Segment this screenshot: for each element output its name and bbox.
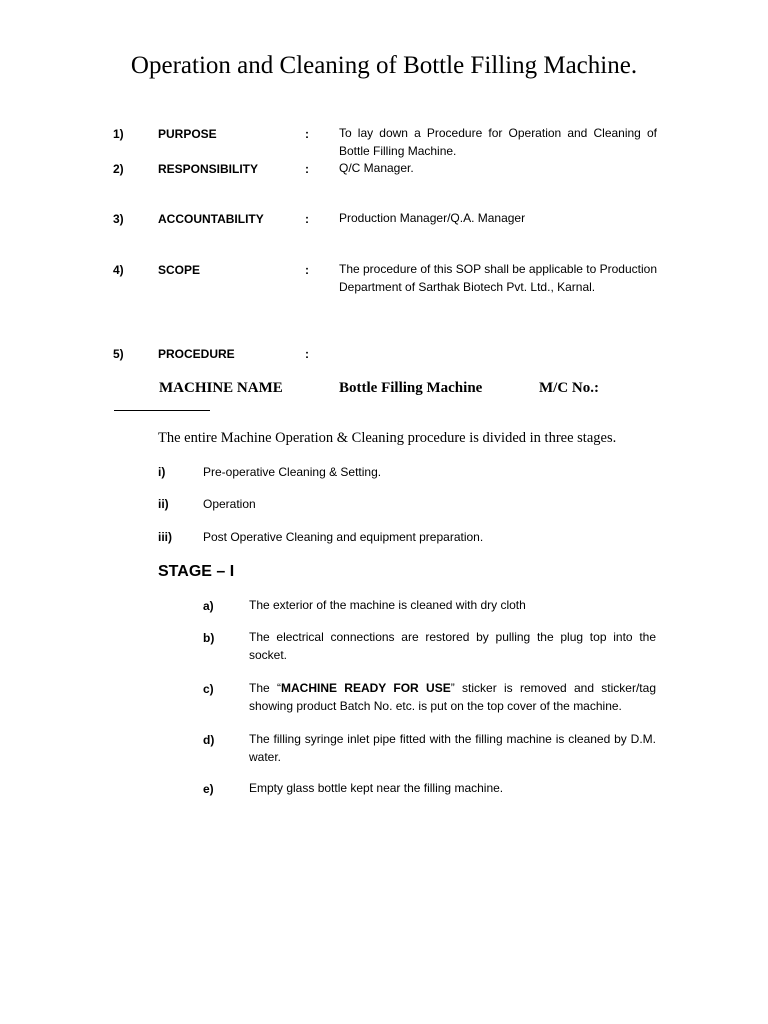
section-label: SCOPE — [158, 263, 201, 277]
sticker-name: MACHINE READY FOR USE — [280, 681, 451, 695]
section-label: PURPOSE — [158, 127, 217, 141]
list-item-number: i) — [158, 465, 166, 479]
section-separator: : — [305, 212, 309, 226]
section-separator: : — [305, 347, 309, 361]
step-text — [249, 680, 656, 715]
list-item-number: iii) — [158, 530, 172, 544]
section-number: 3) — [113, 212, 124, 226]
step-text-end: ” sticker is removed and sticker/tag showing product Batch No. etc. is put on the top cover of the machine. — [249, 681, 656, 713]
section-label: PROCEDURE — [158, 347, 235, 361]
section-separator: : — [305, 127, 309, 141]
step-text: The filling syringe inlet pipe fitted with the filling machine is cleaned by D.M. water. — [249, 732, 656, 764]
step-text-start: The “ — [249, 681, 281, 695]
section-value: Q/C Manager. — [339, 161, 414, 175]
list-item-text: Operation — [203, 497, 256, 511]
machine-name-value: Bottle Filling Machine — [339, 380, 483, 396]
section-value: The procedure of this SOP shall be applicable to Production Department of Sarthak Biotech Pvt. Ltd., Karnal. — [339, 262, 657, 294]
document-title: Operation and Cleaning of Bottle Filling Machine. — [130, 52, 638, 79]
step-number: d) — [203, 733, 215, 747]
section-label: RESPONSIBILITY — [158, 162, 259, 176]
list-item-number: ii) — [158, 497, 169, 511]
machine-number-label: M/C No.: — [539, 380, 599, 396]
section-number: 4) — [113, 263, 124, 277]
procedure-intro: The entire Machine Operation & Cleaning procedure is divided in three stages. — [158, 430, 617, 446]
section-separator: : — [305, 162, 309, 176]
section-separator: : — [305, 263, 309, 277]
section-number: 5) — [113, 347, 124, 361]
machine-number-blank-line — [114, 410, 210, 411]
step-number: a) — [203, 599, 214, 613]
section-number: 1) — [113, 127, 124, 141]
step-text: The exterior of the machine is cleaned with dry cloth — [249, 598, 526, 612]
section-value: Production Manager/Q.A. Manager — [339, 211, 526, 225]
step-text: The electrical connections are restored by pulling the plug top into the socket. — [249, 630, 656, 662]
section-label: ACCOUNTABILITY — [158, 212, 264, 226]
step-number: e) — [203, 782, 214, 796]
list-item-text: Post Operative Cleaning and equipment preparation. — [203, 530, 484, 544]
step-number: b) — [203, 631, 215, 645]
section-number: 2) — [113, 162, 124, 176]
machine-name-label: MACHINE NAME — [159, 380, 283, 396]
stage-heading: STAGE – I — [158, 563, 235, 580]
section-value: To lay down a Procedure for Operation and Cleaning of Bottle Filling Machine. — [339, 126, 657, 158]
step-text: Empty glass bottle kept near the filling machine. — [249, 781, 504, 795]
list-item-text: Pre-operative Cleaning & Setting. — [203, 465, 382, 479]
step-number: c) — [203, 682, 214, 696]
